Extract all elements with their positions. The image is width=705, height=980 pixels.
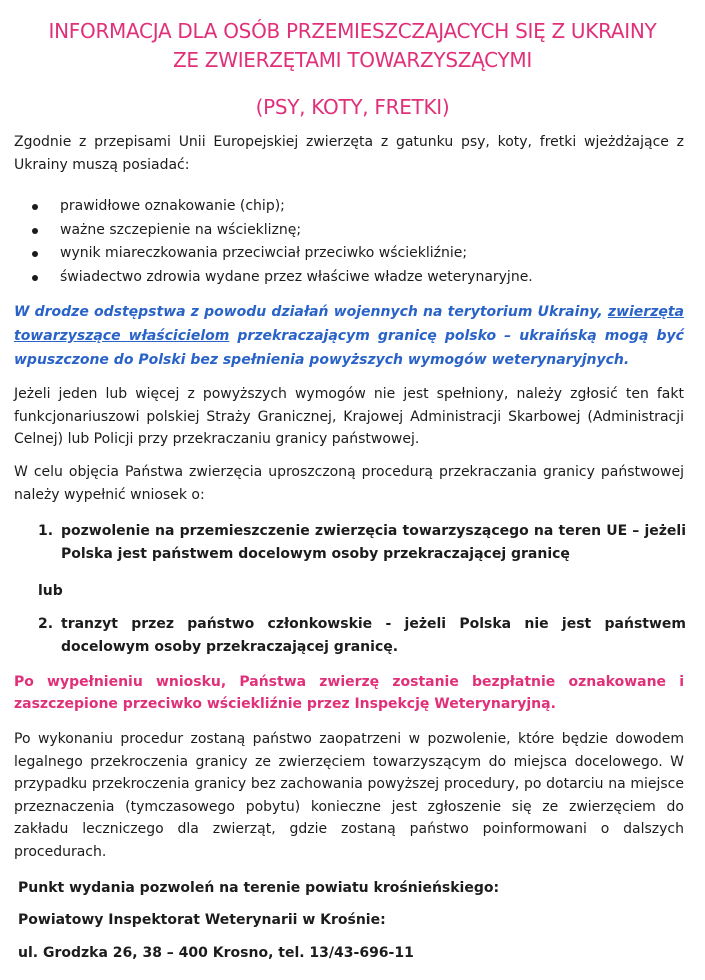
option-text: tranzyt przez państwo członkowskie - jeżeli Polska nie jest państwem docelowym osoby przekraczającej granicę. [61, 616, 686, 655]
contact-office: Powiatowy Inspektorat Weterynarii w Krośnie: [18, 912, 386, 928]
list-item-text: świadectwo zdrowia wydane przez właściwe władze weterynaryjne. [60, 268, 533, 285]
procedure-intro-paragraph: W celu objęcia Państwa zwierzęcia uproszczoną procedurą przekraczania granicy państwowej należy wypełnić wniosek o: [14, 464, 684, 503]
contact-heading: Punkt wydania pozwoleń na terenie powiatu krośnieńskiego: [18, 880, 500, 896]
title-line-3: (PSY, KOTY, FRETKI) [255, 95, 450, 119]
vaccination-notice: Po wypełnieniu wniosku, Państwa zwierzę zostanie bezpłatnie oznakowane i zaszczepione przeciwko wściekliźnie przez Inspekcję Weterynaryjną. [14, 674, 684, 712]
derogation-text-end: przekraczającym granicę polsko – ukraińską mogą być wpuszczone do Polski bez spełnienia powyższych wymogów weterynaryjnych. [14, 328, 684, 368]
option-1 [38, 520, 686, 566]
title-line-2: ZE ZWIERZĘTAMI TOWARZYSZĄCYMI [173, 48, 532, 72]
or-label: lub [38, 583, 63, 599]
derogation-paragraph [14, 300, 684, 372]
bullet-icon [32, 251, 38, 257]
list-item-text: wynik miareczkowania przeciwciał przeciwko wściekliźnie; [60, 245, 468, 261]
list-item-text: ważne szczepienie na wściekliznę; [60, 221, 302, 238]
after-procedure-paragraph: Po wykonaniu procedur zostaną państwo zaopatrzeni w pozwolenie, które będzie dowodem legalnego przekroczenia granicy ze zwierzęciem towarzyszącym do miejsca docelowego. W przypadku przekroczenia granicy bez zachowania powyższej procedury, po dotarciu na miejsce przeznaczenia (tymczasowego pobytu) konieczne jest zgłoszenie się ze zwierzęciem do zakładu leczniczego dla zwierząt, gdzie zostaną państwo poinformowani o dalszych procedurach. [14, 731, 684, 860]
option-2 [38, 613, 686, 659]
derogation-underlined-text: zwierzęta towarzyszące właścicielom [14, 304, 684, 344]
derogation-text-start: W drodze odstępstwa z powodu działań wojennych na terytorium Ukrainy, [14, 304, 608, 320]
bullet-icon [32, 228, 38, 234]
requirements-list [24, 195, 674, 289]
list-item [24, 195, 674, 219]
intro-paragraph: Zgodnie z przepisami Unii Europejskiej zwierzęta z gatunku psy, koty, fretki wjeżdżające z Ukrainy muszą posiadać: [14, 134, 684, 173]
contact-address: ul. Grodzka 26, 38 – 400 Krosno, tel. 13/43-696-11 [18, 945, 414, 961]
bullet-icon [32, 204, 38, 210]
list-item [24, 219, 674, 243]
list-item [24, 242, 674, 266]
bullet-icon [32, 275, 38, 281]
report-notice-paragraph: Jeżeli jeden lub więcej z powyższych wymogów nie jest spełniony, należy zgłosić ten fakt funkcjonariuszowi polskiej Straży Granicznej, Krajowej Administracji Skarbowej (Administracji Celnej) lub Policji przy przekraczaniu granicy państwowej. [14, 386, 684, 447]
option-number: 2. [38, 616, 54, 632]
option-text: pozwolenie na przemieszczenie zwierzęcia towarzyszącego na teren UE – jeżeli Polska jest państwem docelowym osoby przekraczającej granicę [61, 523, 686, 562]
option-number: 1. [38, 523, 54, 539]
list-item-text: prawidłowe oznakowanie (chip); [60, 198, 285, 214]
title-line-1: INFORMACJA DLA OSÓB PRZEMIESZCZAJACYCH SIĘ Z UKRAINY [48, 19, 657, 43]
list-item [24, 266, 674, 290]
